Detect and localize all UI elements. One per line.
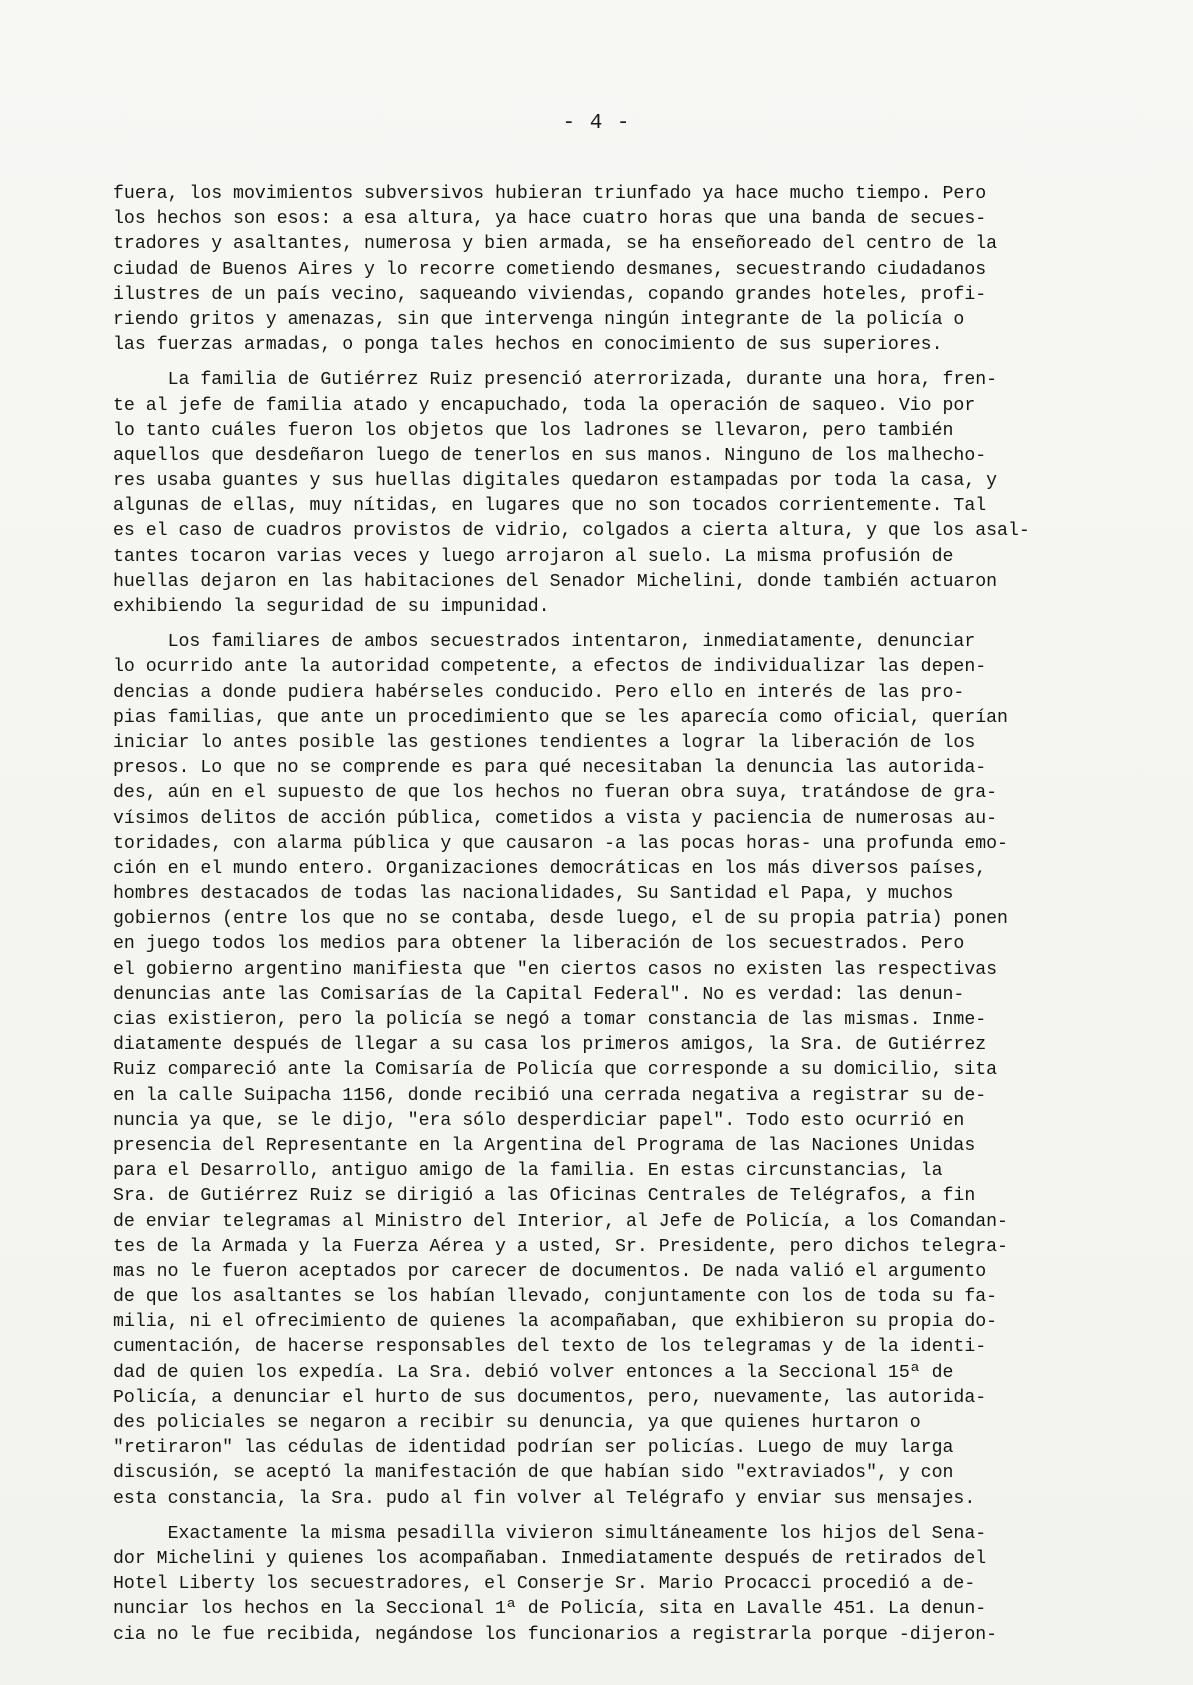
text-line: tantes tocaron varias veces y luego arrojaron al suelo. La misma profusión de: [113, 546, 954, 567]
page-number: - 4 -: [562, 112, 631, 135]
text-line: cias existieron, pero la policía se negó a tomar constancia de las mismas. Inme-: [113, 1010, 987, 1030]
text-line: toridades, con alarma pública y que causaron -a las pocas horas- una profunda emo-: [113, 833, 1008, 854]
text-line: tes de la Armada y la Fuerza Aérea y a usted, Sr. Presidente, pero dichos telegra-: [113, 1236, 1008, 1257]
text-line: para el Desarrollo, antiguo amigo de la familia. En estas circunstancias, la: [113, 1161, 943, 1182]
text-line: te al jefe de familia atado y encapuchado, toda la operación de saqueo. Vio por: [113, 395, 976, 416]
text-line: fuera, los movimientos subversivos hubieran triunfado ya hace mucho tiempo. Pero: [113, 184, 987, 204]
text-line: nuncia ya que, se le dijo, "era sólo desperdiciar papel". Todo esto ocurrió en: [113, 1110, 965, 1131]
text-line: res usaba guantes y sus huellas digitales quedaron estampadas por toda la casa, y: [113, 471, 998, 492]
text-line: esta constancia, la Sra. pudo al fin volver al Telégrafo y enviar sus mensajes.: [113, 1488, 976, 1509]
text-line: des policiales se negaron a recibir su denuncia, ya que quienes hurtaron o: [113, 1413, 921, 1433]
text-line: Los familiares de ambos secuestrados intentaron, inmediatamente, denunciar: [113, 632, 976, 653]
text-line: en juego todos los medios para obtener la liberación de los secuestrados. Pero: [113, 934, 965, 955]
text-line: el gobierno argentino manifiesta que "en ciertos casos no existen las respectivas: [113, 959, 998, 980]
text-line: algunas de ellas, muy nítidas, en lugares que no son tocados corrientemente. Tal: [113, 496, 987, 517]
text-line: Sra. de Gutiérrez Ruiz se dirigió a las Oficinas Centrales de Telégrafos, a fin: [113, 1186, 976, 1207]
text-line: presencia del Representante en la Argentina del Programa de las Naciones Unidas: [113, 1135, 976, 1156]
text-line: riendo gritos y amenazas, sin que intervenga ningún integrante de la policía o: [113, 309, 965, 330]
text-line: ción en el mundo entero. Organizaciones democráticas en los más diversos países,: [113, 858, 987, 879]
text-line: ilustres de un país vecino, saqueando viviendas, copando grandes hoteles, profi-: [113, 284, 987, 305]
text-line: des, aún en el supuesto de que los hechos no fueran obra suya, tratándose de gra-: [113, 783, 998, 804]
text-line: tradores y asaltantes, numerosa y bien armada, se ha enseñoreado del centro de la: [113, 234, 998, 255]
text-line: dad de quien los expedía. La Sra. debió volver entonces a la Seccional 15ª de: [113, 1362, 954, 1383]
text-line: vísimos delitos de acción pública, cometidos a vista y paciencia de numerosas au-: [113, 808, 998, 829]
text-line: Exactamente la misma pesadilla vivieron simultáneamente los hijos del Sena-: [113, 1523, 987, 1544]
text-line: Ruiz compareció ante la Comisaría de Policía que corresponde a su domicilio, sita: [113, 1060, 998, 1081]
body-text: [113, 182, 1118, 1658]
text-line: dencias a donde pudiera habérseles conducido. Pero ello en interés de las pro-: [113, 682, 965, 703]
text-line: huellas dejaron en las habitaciones del Senador Michelini, donde también actuaron: [113, 571, 998, 592]
paragraph-2: [113, 368, 1118, 620]
text-line: discusión, se aceptó la manifestación de que habían sido "extraviados", y con: [113, 1463, 954, 1484]
text-line: mas no le fueron aceptados por carecer de documentos. De nada valió el argumento: [113, 1261, 987, 1282]
text-line: cia no le fue recibida, negándose los funcionarios a registrarla porque -dijeron-: [113, 1624, 998, 1645]
text-line: en la calle Suipacha 1156, donde recibió una cerrada negativa a registrar su de-: [113, 1085, 987, 1106]
text-line: La familia de Gutiérrez Ruiz presenció aterrorizada, durante una hora, fren-: [113, 370, 998, 391]
text-line: exhibiendo la seguridad de su impunidad.: [113, 597, 550, 617]
text-line: diatamente después de llegar a su casa los primeros amigos, la Sra. de Gutiérrez: [113, 1035, 987, 1056]
paragraph-4: [113, 1522, 1118, 1648]
text-line: "retiraron" las cédulas de identidad podrían ser policías. Luego de muy larga: [113, 1438, 954, 1459]
text-line: Hotel Liberty los secuestradores, el Conserje Sr. Mario Procacci procedió a de-: [113, 1574, 976, 1595]
text-line: los hechos son esos: a esa altura, ya hace cuatro horas que una banda de secues-: [113, 209, 987, 230]
paragraph-1: [113, 182, 1118, 358]
text-line: denuncias ante las Comisarías de la Capital Federal". No es verdad: las denun-: [113, 984, 965, 1005]
text-line: milia, ni el ofrecimiento de quienes la acompañaban, que exhibieron su propia do-: [113, 1312, 998, 1333]
text-line: Policía, a denunciar el hurto de sus documentos, pero, nuevamente, las autorida-: [113, 1387, 987, 1408]
text-line: pias familias, que ante un procedimiento que se les aparecía como oficial, querían: [113, 707, 1008, 728]
text-line: es el caso de cuadros provistos de vidrio, colgados a cierta altura, y que los asal-: [113, 521, 1030, 542]
text-line: cumentación, de hacerse responsables del texto de los telegramas y de la identi-: [113, 1337, 987, 1358]
paragraph-3: [113, 630, 1118, 1512]
text-line: de que los asaltantes se los habían llevado, conjuntamente con los de toda su fa-: [113, 1287, 998, 1308]
text-line: dor Michelini y quienes los acompañaban. Inmediatamente después de retirados del: [113, 1548, 987, 1569]
text-line: nunciar los hechos en la Seccional 1ª de Policía, sita en Lavalle 451. La denun-: [113, 1599, 987, 1620]
text-line: de enviar telegramas al Ministro del Interior, al Jefe de Policía, a los Comandan-: [113, 1211, 1008, 1232]
text-line: aquellos que desdeñaron luego de tenerlos en sus manos. Ninguno de los malhecho-: [113, 445, 987, 466]
text-line: iniciar lo antes posible las gestiones tendientes a lograr la liberación de los: [113, 732, 976, 753]
text-line: ciudad de Buenos Aires y lo recorre cometiendo desmanes, secuestrando ciudadanos: [113, 259, 987, 280]
text-line: lo tanto cuáles fueron los objetos que los ladrones se llevaron, pero también: [113, 420, 954, 441]
text-line: gobiernos (entre los que no se contaba, desde luego, el de su propia patria) ponen: [113, 909, 1008, 930]
text-line: las fuerzas armadas, o ponga tales hechos en conocimiento de sus superiores.: [113, 335, 943, 356]
text-line: hombres destacados de todas las nacionalidades, Su Santidad el Papa, y muchos: [113, 884, 954, 905]
text-line: presos. Lo que no se comprende es para qué necesitaban la denuncia las autorida-: [113, 758, 987, 779]
text-line: lo ocurrido ante la autoridad competente, a efectos de individualizar las depen-: [113, 657, 987, 678]
